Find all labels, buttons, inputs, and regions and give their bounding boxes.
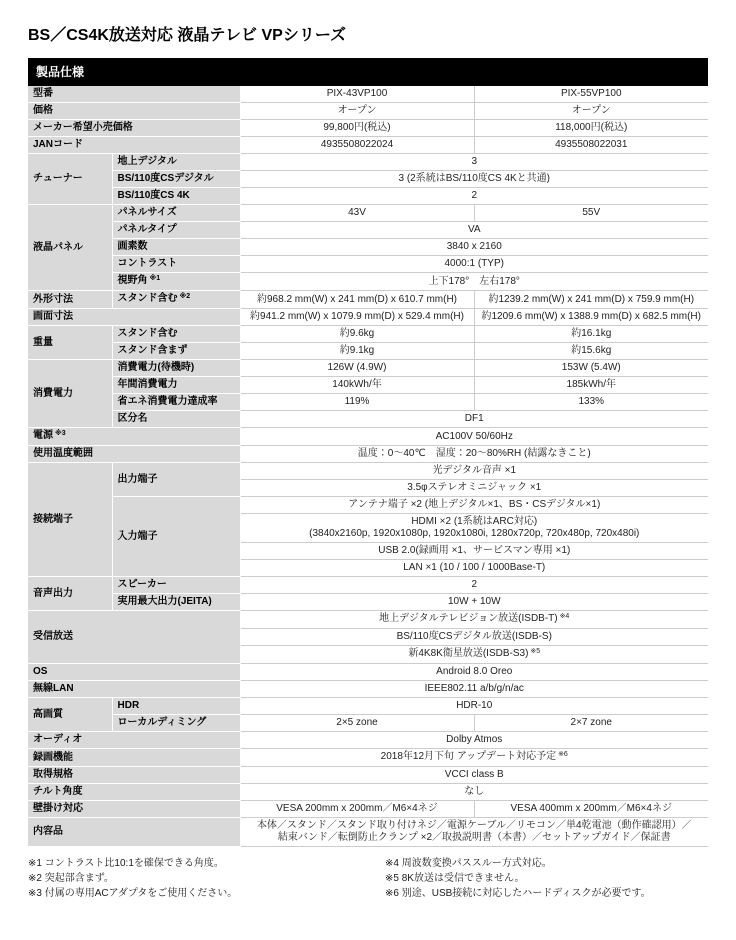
- spec-value-text: 上下178° 左右178°: [428, 275, 520, 287]
- spec-value-text: IEEE802.11 a/b/g/n/ac: [424, 683, 524, 694]
- spec-table-header: 製品仕様: [28, 58, 708, 86]
- spec-value-text: 約9.1kg: [339, 345, 375, 356]
- spec-group-label-text: 高画質: [33, 708, 63, 720]
- spec-sub-label-text: パネルサイズ: [117, 207, 177, 218]
- spec-value: [240, 273, 708, 291]
- spec-sub-label-text: 実用最大出力(JEITA): [117, 596, 212, 607]
- spec-value: [240, 767, 708, 784]
- spec-value: [474, 377, 708, 394]
- spec-row: [28, 188, 708, 205]
- spec-value: [240, 664, 708, 681]
- footnote: ※4 周波数変換パススルー方式対応。: [385, 858, 552, 869]
- spec-row: [28, 222, 708, 239]
- spec-value: [474, 137, 708, 154]
- spec-value-text: 43V: [348, 207, 366, 218]
- spec-sub-label: [112, 222, 240, 239]
- spec-value-text: 55V: [582, 207, 601, 218]
- spec-value-text: 約1209.6 mm(W) x 1388.9 mm(D) x 682.5 mm(H): [481, 311, 701, 322]
- spec-value: [240, 103, 474, 120]
- spec-value-text: PIX-43VP100: [326, 88, 388, 99]
- spec-row: [28, 818, 708, 847]
- spec-sub-label-text: パネルタイプ: [117, 224, 177, 235]
- spec-row-label: [28, 428, 240, 446]
- spec-row: [28, 86, 708, 103]
- spec-sub-label-text: 画素数: [117, 241, 148, 252]
- spec-sub-label: [112, 577, 240, 594]
- spec-value: [240, 428, 708, 446]
- spec-value: [240, 360, 474, 377]
- spec-value-text: なし: [464, 786, 485, 797]
- spec-value: [240, 326, 474, 343]
- spec-sub-label: [112, 715, 240, 732]
- spec-row: [28, 120, 708, 137]
- spec-value-text: 153W (5.4W): [561, 362, 621, 373]
- spec-value: [474, 715, 708, 732]
- spec-value: [240, 411, 708, 428]
- spec-sub-label-text: HDR: [117, 700, 140, 711]
- spec-sub-label-text: スタンド含む: [117, 328, 178, 339]
- spec-group-label-text: 消費電力: [33, 387, 73, 399]
- spec-value-text: 約16.1kg: [571, 328, 612, 339]
- spec-value-text: LAN ×1 (10 / 100 / 1000Base-T): [403, 562, 546, 573]
- spec-value-text: 185kWh/年: [566, 379, 616, 390]
- spec-value-text: 118,000円(税込): [555, 122, 628, 133]
- spec-value-text: 光デジタル音声 ×1: [432, 465, 517, 476]
- spec-row: [28, 411, 708, 428]
- spec-sub-label: [112, 291, 240, 309]
- spec-value: [240, 291, 474, 309]
- spec-table-body: [28, 86, 708, 847]
- spec-sub-label-text: 省エネ消費電力達成率: [117, 396, 218, 407]
- spec-value: [240, 732, 708, 749]
- spec-value-text: PIX-55VP100: [560, 88, 622, 99]
- spec-row-label-text: JANコード: [33, 139, 84, 150]
- spec-group-label-text: 接続端子: [33, 513, 73, 525]
- spec-sub-label-text: BS/110度CS 4K: [117, 190, 190, 201]
- spec-value-text: オープン: [337, 105, 377, 116]
- spec-value-text: 3 (2系統はBS/110度CS 4Kと共通): [398, 173, 551, 184]
- spec-value-text: 2018年12月下旬 アップデート対応予定: [380, 751, 557, 762]
- spec-row-label: [28, 611, 240, 664]
- spec-value: [474, 86, 708, 103]
- spec-sub-label: [112, 171, 240, 188]
- spec-value: [240, 377, 474, 394]
- spec-value: [240, 154, 708, 171]
- spec-value: [240, 646, 708, 664]
- spec-row: [28, 137, 708, 154]
- spec-group-label-text: チューナー: [33, 173, 83, 184]
- spec-value: [240, 343, 474, 360]
- spec-group-label: [28, 463, 112, 577]
- spec-group-label: [28, 326, 112, 360]
- spec-sub-label-text: コントラスト: [117, 258, 178, 269]
- spec-sub-label-text: 消費電力(待機時): [117, 362, 195, 373]
- spec-row: [28, 360, 708, 377]
- spec-value: [474, 103, 708, 120]
- spec-value: [240, 309, 474, 326]
- spec-row: [28, 715, 708, 732]
- spec-value-text: HDR-10: [456, 700, 493, 711]
- spec-row: [28, 309, 708, 326]
- spec-row: [28, 664, 708, 681]
- spec-value: [240, 698, 708, 715]
- footnote-marker: ※4: [557, 613, 570, 620]
- spec-sub-label-text: 区分名: [117, 413, 148, 424]
- spec-row: [28, 749, 708, 767]
- spec-row: [28, 463, 708, 480]
- spec-value-text: Android 8.0 Oreo: [436, 666, 513, 677]
- footnote-marker: ※6: [556, 751, 568, 758]
- spec-value-text: 約968.2 mm(W) x 241 mm(D) x 610.7 mm(H): [256, 293, 458, 305]
- spec-row-label: [28, 732, 240, 749]
- footnotes-left: [28, 856, 385, 901]
- spec-sub-label-text: BS/110度CSデジタル: [117, 173, 214, 184]
- spec-row-label-text: 電源: [33, 430, 53, 441]
- spec-row-label-text: 価格: [33, 105, 53, 116]
- spec-value: [240, 801, 474, 818]
- spec-value: [474, 205, 708, 222]
- spec-value: [474, 326, 708, 343]
- spec-value-text: 3840 x 2160: [446, 241, 502, 252]
- spec-value-text: BS/110度CSデジタル放送(ISDB-S): [396, 631, 552, 642]
- spec-value-text: VESA 200mm x 200mm／M6×4ネジ: [276, 803, 438, 814]
- spec-row-label: [28, 681, 240, 698]
- spec-row-label-text: オーディオ: [33, 734, 83, 745]
- spec-row-label: [28, 137, 240, 154]
- footnote: ※1 コントラスト比10:1を確保できる角度。: [28, 858, 224, 869]
- spec-group-label: [28, 698, 112, 732]
- spec-row: [28, 154, 708, 171]
- spec-value-text: VA: [467, 224, 481, 235]
- spec-row-label-text: メーカー希望小売価格: [33, 122, 133, 133]
- spec-row: [28, 611, 708, 629]
- spec-value: [240, 256, 708, 273]
- spec-sub-label: [112, 394, 240, 411]
- spec-group-label: [28, 205, 112, 291]
- spec-value: [240, 497, 708, 514]
- spec-value-text: 4000:1 (TYP): [444, 258, 504, 269]
- spec-value-text: 119%: [344, 396, 370, 407]
- spec-sub-label-text: ローカルディミング: [117, 717, 207, 728]
- spec-value-text: 140kWh/年: [332, 379, 382, 390]
- spec-row: [28, 394, 708, 411]
- spec-value-text: VESA 400mm x 200mm／M6×4ネジ: [510, 803, 672, 814]
- spec-value: [240, 463, 708, 480]
- spec-sub-label: [112, 273, 240, 291]
- spec-row: [28, 784, 708, 801]
- spec-value: [240, 394, 474, 411]
- spec-sub-label: [112, 411, 240, 428]
- spec-value-text: 新4K8K衛星放送(ISDB-S3): [408, 648, 529, 659]
- spec-value: 本体／スタンド／スタンド取り付けネジ／電源ケーブル／リモコン／単4乾電池（動作確認用）／ 結束バンド／転倒防止クランプ ×2／取扱説明書（本書）／セットアップガイド／保証書: [240, 818, 708, 847]
- footnotes-right: [385, 856, 708, 901]
- spec-value-text: 約9.6kg: [339, 328, 375, 339]
- spec-sub-label: [112, 360, 240, 377]
- spec-value: [474, 291, 708, 309]
- spec-row: [28, 767, 708, 784]
- spec-value: [240, 205, 474, 222]
- spec-value-text: 地上デジタルテレビジョン放送(ISDB-T): [379, 613, 558, 624]
- spec-row-label-text: 取得規格: [33, 769, 73, 780]
- spec-value: [240, 137, 474, 154]
- spec-value: [474, 394, 708, 411]
- spec-value: [240, 577, 708, 594]
- spec-value: [240, 222, 708, 239]
- spec-sub-label: [112, 698, 240, 715]
- spec-value: [240, 188, 708, 205]
- spec-row-label-text: 内容品: [33, 826, 63, 837]
- spec-group-label: [28, 291, 112, 309]
- footnote-marker: ※5: [528, 648, 541, 655]
- spec-sub-label: [112, 256, 240, 273]
- spec-value-text: 4935508022031: [555, 139, 628, 150]
- spec-sub-label: [112, 343, 240, 360]
- spec-sub-label-text: スタンド含まず: [117, 345, 188, 356]
- spec-row-label: [28, 767, 240, 784]
- spec-value-text: 133%: [578, 396, 605, 407]
- spec-row-label: [28, 818, 240, 847]
- spec-sub-label: [112, 463, 240, 497]
- spec-row: [28, 732, 708, 749]
- spec-row: [28, 205, 708, 222]
- spec-sub-label-text: スピーカー: [117, 579, 167, 590]
- spec-group-label-text: 音声出力: [33, 587, 73, 599]
- spec-value-text: Dolby Atmos: [446, 734, 503, 745]
- spec-row: [28, 326, 708, 343]
- spec-value-text: 約15.6kg: [571, 345, 612, 356]
- spec-row: [28, 343, 708, 360]
- spec-value: [474, 343, 708, 360]
- spec-value: [474, 120, 708, 137]
- spec-row: [28, 103, 708, 120]
- footnote: ※3 付属の専用ACアダプタをご使用ください。: [28, 888, 238, 899]
- footnote-marker: ※2: [177, 293, 191, 300]
- spec-value-text: 約1239.2 mm(W) x 241 mm(D) x 759.9 mm(H): [488, 293, 695, 305]
- spec-value-text: 126W (4.9W): [327, 362, 387, 373]
- spec-value: [240, 715, 474, 732]
- spec-row-label-text: 壁掛け対応: [33, 803, 83, 814]
- footnote: ※2 突起部含まず。: [28, 873, 114, 884]
- spec-row-label-text: 型番: [33, 88, 53, 99]
- spec-value-text: 2×5 zone: [336, 717, 378, 728]
- spec-value: [240, 594, 708, 611]
- footnote-marker: ※3: [53, 430, 66, 437]
- spec-sub-label-text: 出力端子: [117, 473, 158, 485]
- spec-row: [28, 577, 708, 594]
- footnote-marker: ※1: [147, 275, 161, 282]
- spec-value-text: 2: [471, 190, 478, 201]
- spec-value: [240, 611, 708, 629]
- spec-value: HDMI ×2 (1系統はARC対応) (3840x2160p, 1920x1080p, 1920x1080i, 1280x720p, 720x480p, 720x480i): [240, 514, 708, 543]
- spec-row-label-text: チルト角度: [33, 786, 83, 797]
- spec-value-text: アンテナ端子 ×2 (地上デジタル×1、BS・CSデジタル×1): [348, 499, 601, 510]
- spec-value: [240, 749, 708, 767]
- spec-group-label: [28, 154, 112, 205]
- spec-value-text: DF1: [464, 413, 484, 424]
- spec-value: [240, 446, 708, 463]
- spec-value: [240, 120, 474, 137]
- spec-row: [28, 594, 708, 611]
- spec-value: [240, 560, 708, 577]
- spec-value-text: VCCI class B: [444, 769, 504, 780]
- spec-value: [474, 360, 708, 377]
- spec-row-label-text: OS: [33, 666, 48, 677]
- spec-row-label-text: 受信放送: [33, 631, 73, 642]
- spec-row-label: [28, 103, 240, 120]
- spec-row: [28, 698, 708, 715]
- spec-table: [28, 86, 708, 847]
- spec-group-label: [28, 360, 112, 428]
- spec-value: [240, 681, 708, 698]
- spec-value-text: 2×7 zone: [570, 717, 612, 728]
- spec-value: [240, 171, 708, 188]
- spec-value: [240, 784, 708, 801]
- spec-row-label-text: 画面寸法: [33, 311, 73, 322]
- spec-row-label: [28, 801, 240, 818]
- spec-row-label: [28, 446, 240, 463]
- spec-value-text: 3.5φステレオミニジャック ×1: [407, 482, 542, 493]
- spec-row: [28, 239, 708, 256]
- spec-value: [240, 629, 708, 646]
- spec-row: [28, 428, 708, 446]
- spec-row-label: [28, 784, 240, 801]
- spec-sub-label: [112, 154, 240, 171]
- spec-value: [240, 239, 708, 256]
- spec-value-text: 4935508022024: [320, 139, 394, 150]
- spec-value-text: 99,800円(税込): [323, 122, 391, 133]
- spec-value-text: AC100V 50/60Hz: [435, 430, 513, 442]
- spec-row-label-text: 録画機能: [33, 751, 73, 763]
- spec-value-text: USB 2.0(録画用 ×1、サービスマン専用 ×1): [378, 545, 571, 556]
- spec-row: [28, 171, 708, 188]
- spec-group-label-text: 外形寸法: [33, 293, 73, 305]
- spec-value-text: 3: [471, 156, 478, 167]
- footnotes: [28, 856, 708, 901]
- spec-row-label: [28, 120, 240, 137]
- spec-sub-label: [112, 497, 240, 577]
- spec-row: [28, 801, 708, 818]
- spec-group-label: [28, 577, 112, 611]
- spec-row: [28, 446, 708, 463]
- spec-row: [28, 377, 708, 394]
- spec-row-label: [28, 86, 240, 103]
- spec-sub-label: [112, 594, 240, 611]
- spec-sub-label-text: 入力端子: [117, 530, 158, 542]
- footnote: ※5 8K放送は受信できません。: [385, 873, 525, 884]
- spec-value: [240, 480, 708, 497]
- spec-row-label: [28, 749, 240, 767]
- spec-value: [474, 801, 708, 818]
- spec-value-text: 2: [471, 579, 478, 590]
- spec-value-text: 10W + 10W: [447, 596, 501, 607]
- spec-sub-label-text: 年間消費電力: [117, 379, 178, 390]
- spec-row: [28, 497, 708, 514]
- spec-sub-label: [112, 205, 240, 222]
- spec-value-text: 温度：0～40℃ 湿度：20～80%RH (結露なきこと): [357, 448, 591, 459]
- spec-sub-label: [112, 377, 240, 394]
- spec-row: [28, 291, 708, 309]
- spec-sub-label-text: 視野角: [117, 275, 148, 286]
- spec-sub-label: [112, 188, 240, 205]
- footnote: ※6 別途、USB接続に対応したハードディスクが必要です。: [385, 888, 651, 899]
- spec-value-text: 約941.2 mm(W) x 1079.9 mm(D) x 529.4 mm(H): [250, 311, 464, 322]
- spec-value-text: オープン: [571, 105, 611, 116]
- spec-row-label-text: 使用温度範囲: [33, 448, 93, 459]
- spec-sub-label-text: スタンド含む: [117, 293, 178, 304]
- spec-group-label-text: 重量: [33, 336, 53, 348]
- spec-sub-label-text: 地上デジタル: [117, 156, 177, 167]
- spec-group-label-text: 液晶パネル: [33, 241, 83, 253]
- spec-row-label: [28, 309, 240, 326]
- spec-row-label-text: 無線LAN: [33, 683, 74, 694]
- spec-sub-label: [112, 326, 240, 343]
- spec-sub-label: [112, 239, 240, 256]
- spec-row: [28, 681, 708, 698]
- spec-value: [240, 543, 708, 560]
- spec-row: [28, 273, 708, 291]
- spec-value: [240, 86, 474, 103]
- page-title: BS／CS4K放送対応 液晶テレビ VPシリーズ: [28, 27, 347, 44]
- spec-row: [28, 256, 708, 273]
- spec-row-label: [28, 664, 240, 681]
- spec-value: [474, 309, 708, 326]
